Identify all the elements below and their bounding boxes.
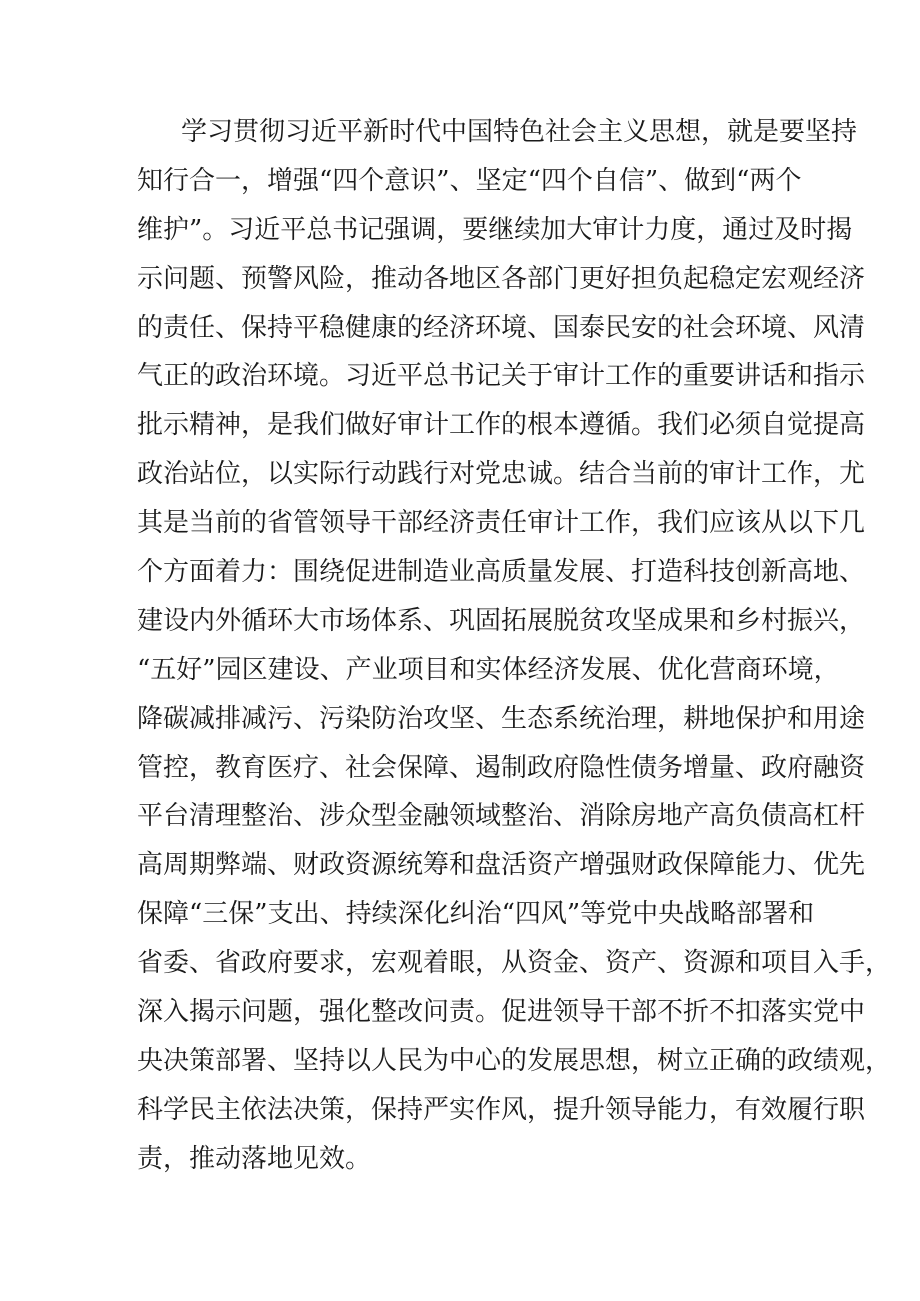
- paragraph-line: 央决策部署、坚持以人民为中心的发展思想，树立正确的政绩观，: [137, 1045, 892, 1076]
- paragraph-line: 保障“三保”支出、持续深化纠治“四风”等党中央战略部署和: [137, 899, 815, 930]
- paragraph-line: 示问题、预警风险，推动各地区各部门更好担负起稳定宏观经济: [137, 263, 866, 294]
- paragraph-line: 学习贯彻习近平新时代中国特色社会主义思想，就是要坚持: [181, 117, 858, 147]
- paragraph-line: 省委、省政府要求，宏观着眼，从资金、资产、资源和项目入手，: [137, 948, 892, 979]
- paragraph-line: 维护”。习近平总书记强调，要继续加大审计力度，通过及时揭: [137, 214, 853, 245]
- paragraph-line: 平台清理整治、涉众型金融领域整治、消除房地产高负债高杠杆: [137, 801, 866, 832]
- paragraph-line: 深入揭示问题，强化整改问责。促进领导干部不折不扣落实党中: [137, 997, 866, 1028]
- body-paragraph: [137, 108, 892, 1184]
- paragraph-line: 其是当前的省管领导干部经济责任审计工作，我们应该从以下几: [137, 508, 866, 539]
- paragraph-line: 政治站位，以实际行动践行对党忠诚。结合当前的审计工作，尤: [137, 459, 866, 490]
- paragraph-line: 批示精神，是我们做好审计工作的根本遵循。我们必须自觉提高: [137, 410, 866, 441]
- paragraph-line: 气正的政治环境。习近平总书记关于审计工作的重要讲话和指示: [137, 361, 866, 392]
- paragraph-line: 管控，教育医疗、社会保障、遏制政府隐性债务增量、政府融资: [137, 752, 866, 783]
- paragraph-line: 的责任、保持平稳健康的经济环境、国泰民安的社会环境、风清: [137, 312, 866, 343]
- paragraph-line: 知行合一，增强“四个意识”、坚定“四个自信”、做到“两个: [137, 165, 802, 196]
- paragraph-line: 个方面着力：围绕促进制造业高质量发展、打造科技创新高地、: [137, 557, 866, 588]
- paragraph-line: 建设内外循环大市场体系、巩固拓展脱贫攻坚成果和乡村振兴，: [137, 605, 866, 636]
- paragraph-line: 高周期弊端、财政资源统筹和盘活资产增强财政保障能力、优先: [137, 850, 866, 881]
- paragraph-line: “五好”园区建设、产业项目和实体经济发展、优化营商环境，: [137, 654, 840, 685]
- paragraph-line: 责，推动落地见效。: [137, 1143, 372, 1174]
- paragraph-line: 降碳减排减污、污染防治攻坚、生态系统治理，耕地保护和用途: [137, 703, 866, 734]
- paragraph-line: 科学民主依法决策，保持严实作风，提升领导能力，有效履行职: [137, 1094, 866, 1125]
